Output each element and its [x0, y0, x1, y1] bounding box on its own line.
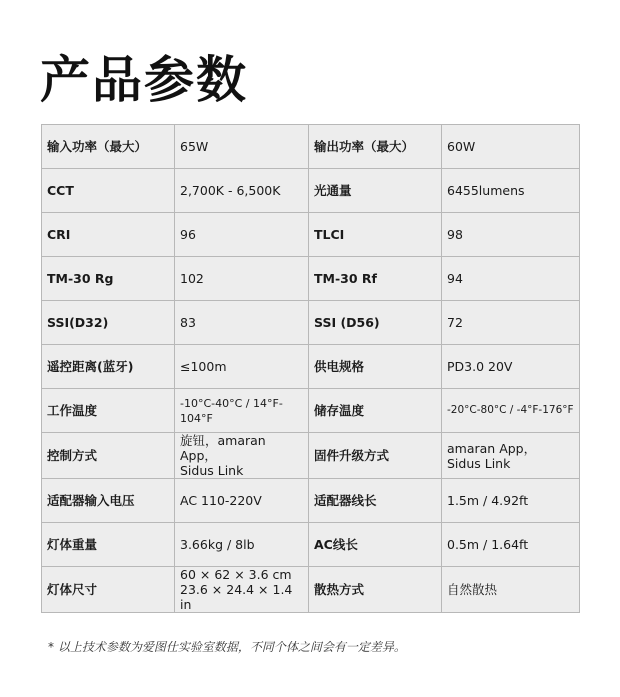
spec-value: ≤100m: [175, 345, 309, 389]
spec-value: 65W: [175, 125, 309, 169]
spec-value-line: 60 × 62 × 3.6 cm: [180, 567, 292, 582]
spec-value: [175, 567, 309, 613]
table-row: [42, 479, 580, 523]
spec-value-line: Sidus Link: [180, 463, 244, 478]
spec-value-line: 23.6 × 24.4 × 1.4 in: [180, 582, 293, 612]
spec-label: CCT: [42, 169, 175, 213]
spec-label: 灯体尺寸: [42, 567, 175, 613]
table-row: [42, 125, 580, 169]
spec-value: 60W: [442, 125, 580, 169]
spec-value: 94: [442, 257, 580, 301]
spec-value: 1.5m / 4.92ft: [442, 479, 580, 523]
spec-label: 供电规格: [309, 345, 442, 389]
table-row: [42, 169, 580, 213]
table-row: [42, 523, 580, 567]
spec-label: 光通量: [309, 169, 442, 213]
spec-label: TM-30 Rf: [309, 257, 442, 301]
spec-label: TLCI: [309, 213, 442, 257]
spec-value: 自然散热: [442, 567, 580, 613]
spec-label: 遥控距离(蓝牙): [42, 345, 175, 389]
page-title: 产品参数: [40, 51, 248, 109]
footnote: * 以上技术参数为爱图仕实验室数据，不同个体之间会有一定差异。: [48, 640, 406, 654]
spec-label: CRI: [42, 213, 175, 257]
spec-label: 储存温度: [309, 389, 442, 433]
spec-value: 102: [175, 257, 309, 301]
spec-value: [175, 433, 309, 479]
spec-value: -10°C-40°C / 14°F-104°F: [175, 389, 309, 433]
spec-label: 适配器输入电压: [42, 479, 175, 523]
spec-label: SSI(D32): [42, 301, 175, 345]
spec-label: 输出功率（最大）: [309, 125, 442, 169]
table-row: [42, 567, 580, 613]
spec-value: 6455lumens: [442, 169, 580, 213]
spec-value: -20°C-80°C / -4°F-176°F: [442, 389, 580, 433]
spec-table: [41, 124, 580, 613]
table-row: [42, 257, 580, 301]
spec-value-line: Sidus Link: [447, 455, 511, 471]
spec-label: 固件升级方式: [309, 433, 442, 479]
spec-value-line: 旋钮，amaran App，: [180, 433, 266, 463]
spec-label: 适配器线长: [309, 479, 442, 523]
spec-value: 72: [442, 301, 580, 345]
table-row: [42, 213, 580, 257]
spec-value: [442, 433, 580, 479]
table-row: [42, 301, 580, 345]
spec-label: 输入功率（最大）: [42, 125, 175, 169]
spec-value: AC 110-220V: [175, 479, 309, 523]
spec-value: 0.5m / 1.64ft: [442, 523, 580, 567]
spec-label: 灯体重量: [42, 523, 175, 567]
table-row: [42, 433, 580, 479]
spec-value: 3.66kg / 8lb: [175, 523, 309, 567]
spec-value: 98: [442, 213, 580, 257]
spec-label: SSI (D56): [309, 301, 442, 345]
spec-label: 控制方式: [42, 433, 175, 479]
table-row: [42, 389, 580, 433]
spec-label: 散热方式: [309, 567, 442, 613]
table-row: [42, 345, 580, 389]
spec-label: AC线长: [309, 523, 442, 567]
spec-value-line: amaran App，: [447, 440, 537, 456]
spec-value: 83: [175, 301, 309, 345]
spec-value: 96: [175, 213, 309, 257]
spec-value: PD3.0 20V: [442, 345, 580, 389]
spec-label: 工作温度: [42, 389, 175, 433]
spec-value: 2,700K - 6,500K: [175, 169, 309, 213]
spec-label: TM-30 Rg: [42, 257, 175, 301]
